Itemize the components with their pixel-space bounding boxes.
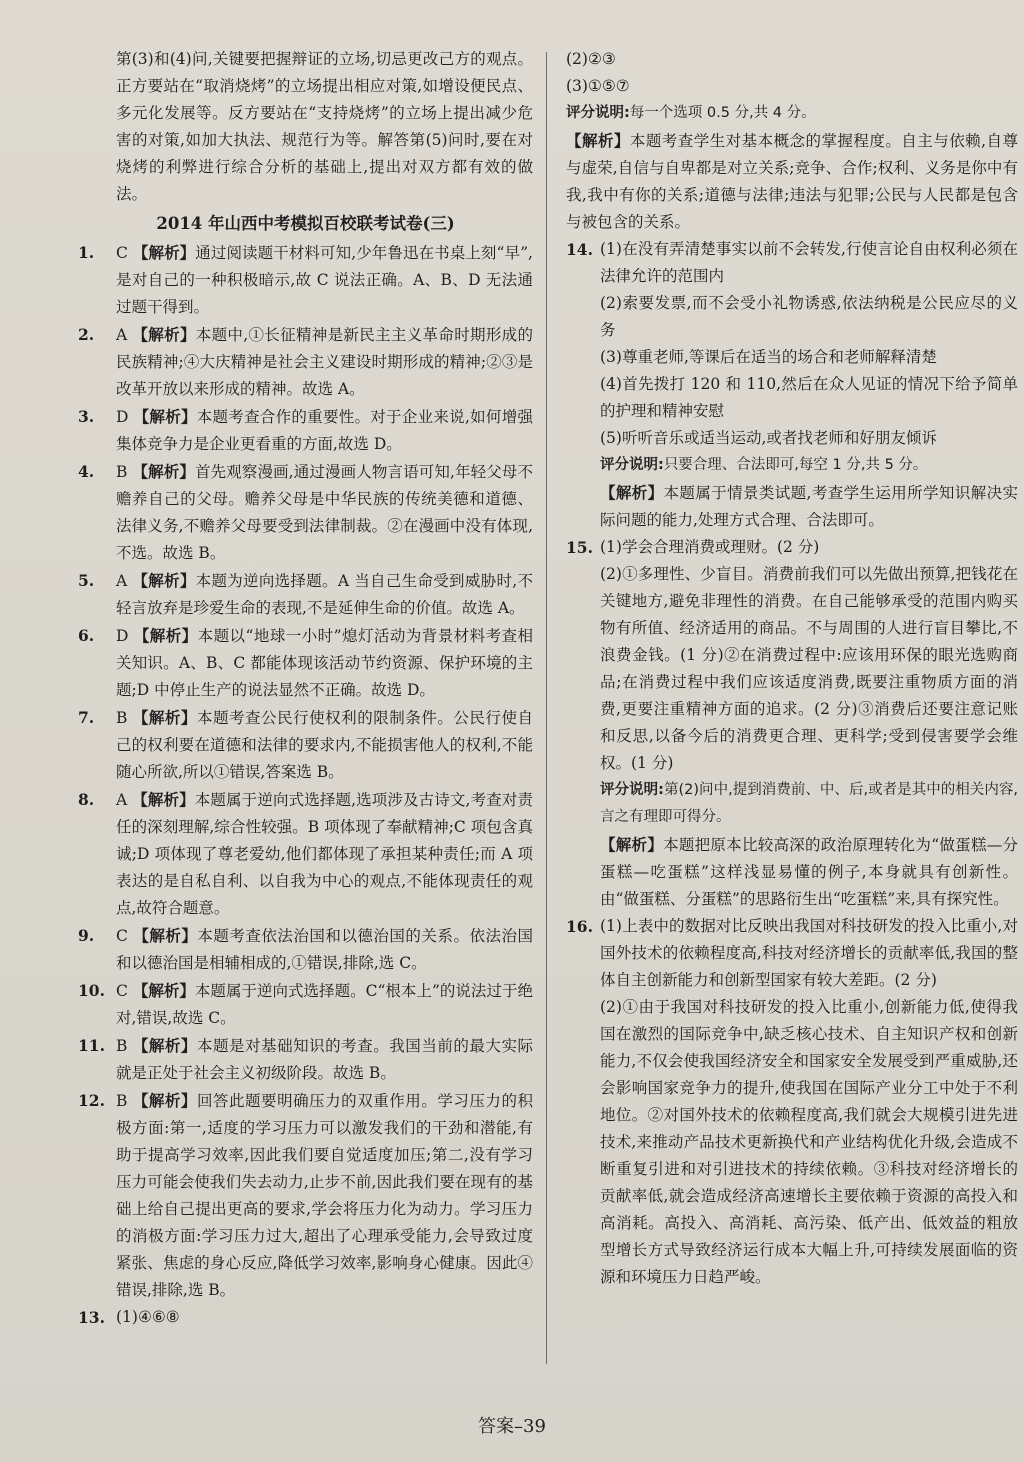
- q14-analysis: 【解析】本题属于情景类试题,考查学生运用所学知识解决实际问题的能力,处理方式合理、合法即可。: [600, 483, 1018, 529]
- q14-part5: (5)听听音乐或适当运动,或者找老师和好朋友倾诉: [600, 429, 937, 447]
- answer-list: [78, 239, 533, 1331]
- answer-item-7: 7. B 【解析】本题考查公民行使权利的限制条件。公民行使自己的权利要在道德和法律的要求内,不能损害他人的权利,不能随心所欲,所以①错误,答案选 B。: [78, 708, 533, 781]
- answer-item-9: 9. C 【解析】本题考查依法治国和以德治国的关系。依法治国和以德治国是相辅相成的,①错误,排除,选 C。: [78, 926, 533, 972]
- q15-analysis: 【解析】本题把原本比较高深的政治原理转化为“做蛋糕—分蛋糕—吃蛋糕”这样浅显易懂的例子,本身就具有创新性。由“做蛋糕、分蛋糕”的思路衍生出“吃蛋糕”来,具有探究性。: [600, 835, 1018, 908]
- answer-item-1: 1. C 【解析】通过阅读题干材料可知,少年鲁迅在书桌上刻“早”,是对自己的一种积极暗示,故 C 说法正确。A、B、D 无法通过题干得到。: [78, 243, 533, 316]
- q16-part2: (2)①由于我国对科技研发的投入比重小,创新能力低,使得我国在激烈的国际竞争中,缺乏核心技术、自主知识产权和创新能力,不仅会使我国经济安全和国家安全发展受到严重威胁,还会影响国家竞争力的提升,使我国在国际产业分工中处于不利地位。②对国外技术的依赖程度高,我们就会大规模引进先进技术,来推动产品技术更新换代和产业结构优化升级,会造成不断重复引进和对引进技术的持续依赖。③科技对经济增长的贡献率低,就会造成经济高速增长主要依赖于资源的高投入和高消耗。高投入、高消耗、高污染、低产出、低效益的粗放型增长方式导致经济运行成本大幅上升,可持续发展面临的资源和环境压力日趋严峻。: [600, 998, 1018, 1286]
- q16-part1: (1)上表中的数据对比反映出我国对科技研发的投入比重小,对国外技术的依赖程度高,科技对经济增长的贡献率低,我国的整体自主创新能力和创新型国家有较大差距。(2 分): [600, 917, 1018, 989]
- right-column: [566, 46, 1018, 1291]
- section-title: 2014 年山西中考模拟百校联考试卷(三): [156, 214, 455, 233]
- answer-item-8: 8. A 【解析】本题属于逆向式选择题,选项涉及古诗文,考查对责任的深刻理解,综合性较强。B 项体现了奉献精神;C 项包含真诚;D 项体现了尊老爱幼,他们都体现了承担某种责任;而 A 项表达的是自私自利、以自我为中心的观点,不能体现责任的观点,故符合题意。: [78, 790, 533, 917]
- answer-item-13: 13. (1)④⑥⑧: [78, 1308, 180, 1327]
- q14-part4: (4)首先拨打 120 和 110,然后在众人见证的情况下给予简单的护理和精神安慰: [600, 375, 1018, 420]
- q15-part1: (1)学会合理消费或理财。(2 分): [600, 538, 820, 556]
- q14-part3: (3)尊重老师,等课后在适当的场合和老师解释清楚: [600, 348, 937, 366]
- question-14: 14. (1)在没有弄清楚事实以前不会转发,行使言论自由权利必须在法律允许的范围内 (2)索要发票,而不会受小礼物诱惑,依法纳税是公民应尽的义务 (3)尊重老师,等课后在适当的场合和老师解释清楚 (4)首先拨打 120 和 110,然后在众人见证的情况下给予简单的护理和精神安慰 (5)听听音乐或适当运动,或者找老师和好朋友倾诉 评分说明:只要合理、合法即可,每空 1 分,共 5 分。 【解析】本题属于情景类试题,考查学生运用所学知识解决实际问题的能力,处理方式合理、合法即可。: [566, 236, 1018, 534]
- answer-item-11: 11. B 【解析】本题是对基础知识的考查。我国当前的最大实际就是正处于社会主义初级阶段。故选 B。: [78, 1036, 533, 1082]
- question-15: 15. (1)学会合理消费或理财。(2 分) (2)①多理性、少盲目。消费前我们可以先做出预算,把钱花在关键地方,避免非理性的消费。在自己能够承受的范围内购买物有所值、经济适用的商品。不与周围的人进行盲目攀比,不浪费金钱。(1 分)②在消费过程中:应该用环保的眼光选购商品;在消费过程中我们应该适度消费,既要注重物质方面的消费,更要注重精神方面的追求。(2 分)③消费后还要注意记账和反思,以备今后的消费更合理、更科学;受到侵害要学会维权。(1 分) 评分说明:第(2)问中,提到消费前、中、后,或者是其中的相关内容,言之有理即可得分。 【解析】本题把原本比较高深的政治原理转化为“做蛋糕—分蛋糕—吃蛋糕”这样浅显易懂的例子,本身就具有创新性。由“做蛋糕、分蛋糕”的思路衍生出“吃蛋糕”来,具有探究性。: [566, 534, 1018, 913]
- answer-item-10: 10. C 【解析】本题属于逆向式选择题。C“根本上”的说法过于绝对,错误,故选 C。: [78, 981, 533, 1027]
- question-16: 16. (1)上表中的数据对比反映出我国对科技研发的投入比重小,对国外技术的依赖程度高,科技对经济增长的贡献率低,我国的整体自主创新能力和创新型国家有较大差距。(2 分) (2)①由于我国对科技研发的投入比重小,创新能力低,使得我国在激烈的国际竞争中,缺乏核心技术、自主知识产权和创新能力,不仅会使我国经济安全和国家安全发展受到严重威胁,还会影响国家竞争力的提升,使我国在国际产业分工中处于不利地位。②对国外技术的依赖程度高,我们就会大规模引进先进技术,来推动产品技术更新换代和产业结构优化升级,会造成不断重复引进和对引进技术的持续依赖。③科技对经济增长的贡献率低,就会造成经济高速增长主要依赖于资源的高投入和高消耗。高投入、高消耗、高污染、低产出、低效益的粗放型增长方式导致经济运行成本大幅上升,可持续发展面临的资源和环境压力日趋严峻。: [566, 913, 1018, 1291]
- answer-item-12: 12. B 【解析】回答此题要明确压力的双重作用。学习压力的积极方面:第一,适度的学习压力可以激发我们的干劲和潜能,有助于提高学习效率,因此我们要自觉适度加压;第二,没有学习压力可能会使我们失去动力,止步不前,因此我们要在现有的基础上给自己提出更高的要求,学会将压力化为动力。学习压力的消极方面:学习压力过大,超出了心理承受能力,会导致过度紧张、焦虑的身心反应,降低学习效率,影响身心健康。因此④错误,排除,选 B。: [78, 1091, 533, 1299]
- q13-analysis: 【解析】本题考查学生对基本概念的掌握程度。自主与依赖,自尊与虚荣,自信与自卑都是对立关系;竞争、合作;权利、义务是你中有我,我中有你的关系;道德与法律;违法与犯罪;公民与人民都是包含与被包含的关系。: [566, 131, 1018, 231]
- page-number: 答案–39: [478, 1416, 546, 1437]
- answer-item-4: 4. B 【解析】首先观察漫画,通过漫画人物言语可知,年轻父母不赡养自己的父母。赡养父母是中华民族的传统美德和道德、法律义务,不赡养父母要受到法律制裁。②在漫画中没有体现,不选。故选 B。: [78, 462, 533, 562]
- q14-scoring-note: 评分说明:只要合理、合法即可,每空 1 分,共 5 分。: [600, 457, 928, 473]
- answer-item-2: 2. A 【解析】本题中,①长征精神是新民主主义革命时期形成的民族精神;④大庆精神是社会主义建设时期形成的精神;②③是改革开放以来形成的精神。故选 A。: [78, 325, 533, 398]
- answer-item-6: 6. D 【解析】本题以“地球一小时”熄灯活动为背景材料考查相关知识。A、B、C 都能体现该活动节约资源、保护环境的主题;D 中停止生产的说法显然不正确。故选 D。: [78, 626, 533, 699]
- q15-scoring-note: 评分说明:第(2)问中,提到消费前、中、后,或者是其中的相关内容,言之有理即可得分。: [600, 782, 1018, 825]
- answer-item-5: 5. A 【解析】本题为逆向选择题。A 当自己生命受到威胁时,不轻言放弃是珍爱生命的表现,不是延伸生命的价值。故选 A。: [78, 571, 533, 617]
- q15-part2: (2)①多理性、少盲目。消费前我们可以先做出预算,把钱花在关键地方,避免非理性的消费。在自己能够承受的范围内购买物有所值、经济适用的商品。不与周围的人进行盲目攀比,不浪费金钱。(1 分)②在消费过程中:应该用环保的眼光选购商品;在消费过程中我们应该适度消费,既要注重物质方面的消费,更要注重精神方面的追求。(2 分)③消费后还要注意记账和反思,以备今后的消费更合理、更科学;受到侵害要学会维权。(1 分): [600, 565, 1018, 772]
- answer-item-3: 3. D 【解析】本题考查合作的重要性。对于企业来说,如何增强集体竞争力是企业更看重的方面,故选 D。: [78, 407, 533, 453]
- q13-part2: (2)②③: [566, 50, 616, 68]
- q13-part3: (3)①⑤⑦: [566, 77, 630, 95]
- left-column: [78, 46, 533, 1331]
- intro-paragraph: 第(3)和(4)问,关键要把握辩证的立场,切忌更改己方的观点。正方要站在“取消烧烤”的立场提出相应对策,如增设便民点、多元化发展等。反方要站在“支持烧烤”的立场上提出减少危害的对策,如加大执法、规范行为等。解答第(5)问时,要在对烧烤的利弊进行综合分析的基础上,提出对双方都有效的做法。: [116, 50, 533, 203]
- q13-scoring-note: 评分说明:每一个选项 0.5 分,共 4 分。: [566, 105, 816, 121]
- q14-part1: (1)在没有弄清楚事实以前不会转发,行使言论自由权利必须在法律允许的范围内: [600, 240, 1018, 285]
- q14-part2: (2)索要发票,而不会受小礼物诱惑,依法纳税是公民应尽的义务: [600, 294, 1018, 339]
- column-divider: [546, 52, 547, 1364]
